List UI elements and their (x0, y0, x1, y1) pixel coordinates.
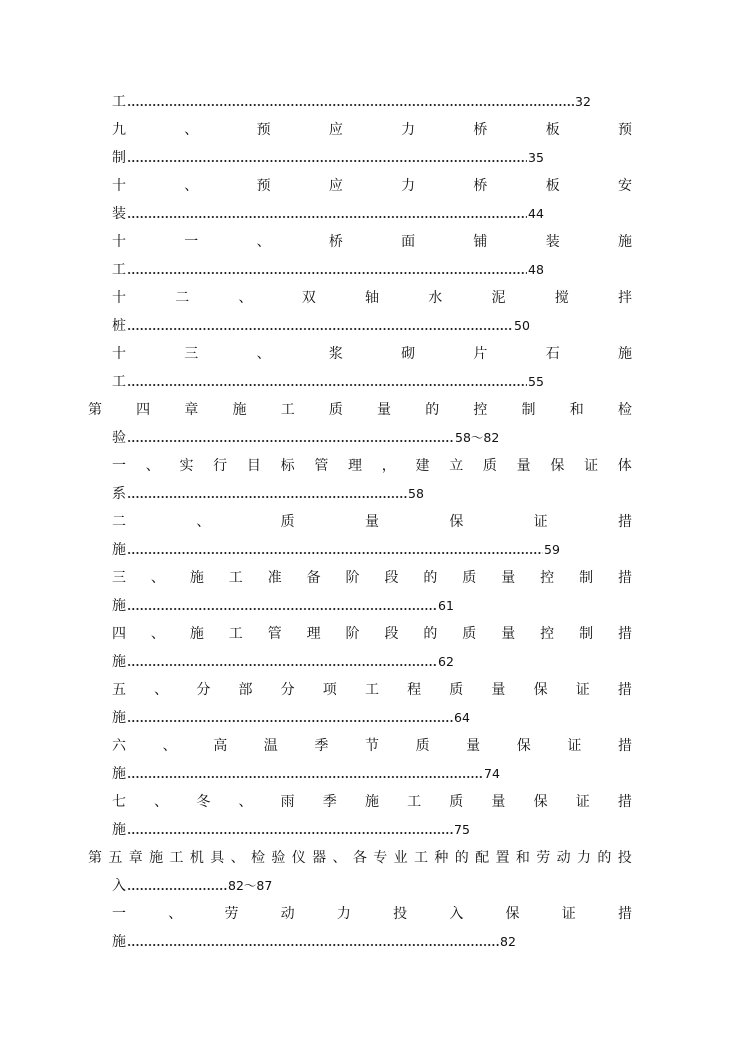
toc-title-char: 一 (184, 234, 199, 250)
toc-title-char: 、 (332, 850, 347, 866)
toc-title-char: 章 (128, 850, 143, 866)
toc-title-char: 工 (228, 570, 243, 586)
toc-entry-tail: 桩 (112, 318, 126, 334)
toc-title-char: 十 (112, 346, 126, 362)
toc-title-char: 预 (617, 122, 632, 138)
toc-title-char: 、 (168, 906, 183, 922)
toc-title-char: 、 (150, 626, 165, 642)
toc-title-char: 拌 (618, 290, 632, 306)
toc-title-char: 一 (112, 458, 126, 474)
toc-title-char: 控 (473, 402, 488, 418)
toc-title-char: 措 (617, 514, 632, 530)
toc-title-char: 章 (184, 402, 199, 418)
toc-title-char: 证 (584, 458, 599, 474)
toc-entry-leader[interactable] (112, 257, 744, 283)
toc-title-char: 施 (364, 794, 379, 810)
toc-title-char: 质 (482, 458, 497, 474)
toc-title-char: 九 (112, 122, 126, 138)
toc-page-number: 32 (575, 94, 591, 109)
toc-entry-leader[interactable] (112, 313, 744, 339)
toc-title-char: 准 (267, 570, 282, 586)
toc-title-char: 证 (533, 514, 548, 530)
toc-title-char: 建 (415, 458, 430, 474)
toc-title-char: 措 (617, 794, 632, 810)
toc-title-char: 保 (449, 514, 464, 530)
toc-title-char: 二 (175, 290, 190, 306)
dot-leader (127, 832, 453, 834)
toc-title-char: 温 (263, 738, 278, 754)
dot-leader (127, 272, 527, 274)
toc-title-char: 阶 (345, 626, 360, 642)
toc-entry-tail: 入 (112, 878, 126, 894)
toc-title-char: 动 (556, 850, 571, 866)
toc-entry-leader[interactable] (112, 481, 744, 507)
toc-title-char: 证 (561, 906, 576, 922)
toc-title-char: 施 (189, 626, 204, 642)
toc-title-char: 质 (280, 514, 295, 530)
dot-leader (127, 776, 483, 778)
toc-entry-title[interactable] (112, 229, 632, 255)
toc-title-char: 浆 (328, 346, 343, 362)
toc-title-char: 标 (280, 458, 295, 474)
toc-title-char: 一 (112, 906, 126, 922)
toc-title-char: 泥 (491, 290, 506, 306)
toc-title-char: 程 (407, 682, 422, 698)
toc-entry-title[interactable] (112, 733, 632, 759)
toc-page-number: 62 (438, 654, 454, 669)
toc-title-char: 措 (617, 682, 632, 698)
toc-title-char: 保 (505, 906, 520, 922)
toc-title-char: 二 (112, 514, 126, 530)
toc-title-char: 工 (228, 626, 243, 642)
toc-title-char: 体 (617, 458, 632, 474)
toc-title-char: 、 (154, 794, 169, 810)
toc-title-char: 预 (256, 122, 271, 138)
toc-title-char: 的 (425, 402, 440, 418)
toc-entry-leader[interactable] (112, 201, 744, 227)
toc-title-char: 制 (521, 402, 536, 418)
toc-title-char: 三 (184, 346, 199, 362)
toc-page-number: 61 (438, 598, 454, 613)
toc-title-char: 器 (312, 850, 327, 866)
toc-title-char: 量 (501, 570, 516, 586)
toc-entry-title[interactable] (112, 509, 632, 535)
toc-entry-leader[interactable] (112, 649, 744, 675)
toc-entry-title[interactable] (88, 845, 632, 871)
toc-entry-tail: 施 (112, 766, 126, 782)
toc-title-char: 保 (550, 458, 565, 474)
toc-title-char: 板 (545, 178, 560, 194)
dot-leader (127, 496, 407, 498)
toc-title-char: 保 (533, 794, 548, 810)
toc-title-char: 措 (617, 738, 632, 754)
toc-title-char: 分 (196, 682, 211, 698)
toc-title-char: 量 (491, 682, 506, 698)
toc-title-char: 板 (545, 122, 560, 138)
toc-title-char: 入 (449, 906, 464, 922)
toc-title-char: 分 (280, 682, 295, 698)
toc-entry-tail: 装 (112, 206, 126, 222)
toc-title-char: 置 (495, 850, 510, 866)
toc-entry-tail: 制 (112, 150, 126, 166)
toc-entry-title[interactable] (112, 565, 632, 591)
toc-entry-leader[interactable] (112, 425, 744, 451)
toc-title-char: 仪 (291, 850, 306, 866)
toc-title-char: 保 (533, 682, 548, 698)
toc-title-char: 、 (230, 850, 245, 866)
toc-title-char: 制 (579, 626, 594, 642)
toc-entry-title[interactable] (112, 285, 632, 311)
toc-title-char: 量 (516, 458, 531, 474)
toc-title-char: 的 (423, 570, 438, 586)
toc-title-char: 劳 (536, 850, 551, 866)
toc-title-char: 和 (515, 850, 530, 866)
toc-page-number: 55 (528, 374, 544, 389)
toc-title-char: 、 (196, 514, 211, 530)
toc-title-char: 应 (328, 122, 343, 138)
toc-title-char: 施 (149, 850, 164, 866)
toc-entry-leader[interactable] (112, 89, 744, 115)
toc-title-char: 五 (112, 682, 126, 698)
toc-title-char: 搅 (554, 290, 569, 306)
toc-entry-leader[interactable] (112, 537, 744, 563)
dot-leader (127, 608, 437, 610)
toc-title-char: 力 (577, 850, 591, 866)
toc-title-char: 安 (617, 178, 632, 194)
toc-entry-tail: 施 (112, 654, 126, 670)
toc-title-char: 、 (238, 794, 253, 810)
toc-title-char: 证 (567, 738, 582, 754)
toc-title-char: 、 (162, 738, 177, 754)
toc-title-char: 验 (271, 850, 286, 866)
toc-title-char: 量 (501, 626, 516, 642)
toc-title-char: 控 (540, 570, 555, 586)
toc-title-char: 四 (136, 402, 151, 418)
toc-title-char: 力 (401, 178, 416, 194)
toc-title-char: 桥 (328, 234, 343, 250)
toc-title-char: 六 (112, 738, 126, 754)
toc-title-char: 砌 (401, 346, 416, 362)
toc-title-char: 质 (328, 402, 343, 418)
toc-title-char: 预 (256, 178, 271, 194)
toc-title-char: 片 (473, 346, 488, 362)
toc-title-char: 质 (449, 682, 464, 698)
toc-title-char: 立 (449, 458, 464, 474)
toc-title-char: 三 (112, 570, 126, 586)
toc-title-char: 五 (108, 850, 123, 866)
toc-title-char: 施 (189, 570, 204, 586)
toc-title-char: 证 (575, 682, 590, 698)
toc-entry-leader[interactable] (112, 145, 744, 171)
toc-title-char: 桥 (473, 122, 488, 138)
toc-title-char: 的 (454, 850, 469, 866)
toc-entry-title[interactable] (112, 453, 632, 479)
toc-title-char: 四 (112, 626, 126, 642)
dot-leader (127, 664, 437, 666)
toc-title-char: 保 (516, 738, 531, 754)
toc-entry-title[interactable] (112, 901, 632, 927)
toc-entry-leader[interactable] (112, 369, 744, 395)
toc-title-char: 和 (569, 402, 584, 418)
toc-page-number: 59 (544, 542, 560, 557)
toc-title-char: 种 (434, 850, 449, 866)
toc-title-char: 雨 (280, 794, 295, 810)
dot-leader (127, 384, 527, 386)
toc-title-char: 、 (256, 346, 271, 362)
toc-title-char: 水 (428, 290, 443, 306)
toc-title-char: 劳 (224, 906, 239, 922)
toc-title-char: 工 (169, 850, 184, 866)
toc-title-char: 质 (415, 738, 430, 754)
toc-title-char: ， (381, 458, 396, 474)
toc-title-char: 高 (213, 738, 228, 754)
toc-entry-leader[interactable] (112, 593, 744, 619)
toc-title-char: 、 (145, 458, 160, 474)
toc-title-char: 第 (88, 850, 102, 866)
toc-title-char: 动 (280, 906, 295, 922)
toc-page-number: 82 (500, 934, 516, 949)
toc-title-char: 具 (210, 850, 225, 866)
toc-title-char: 检 (251, 850, 265, 866)
toc-title-char: 机 (189, 850, 204, 866)
toc-title-char: 装 (545, 234, 560, 250)
toc-title-char: 投 (393, 906, 408, 922)
toc-title-char: 段 (384, 626, 399, 642)
toc-title-char: 质 (462, 570, 477, 586)
toc-page-number: 35 (528, 150, 544, 165)
toc-title-char: 管 (314, 458, 329, 474)
toc-title-char: 冬 (196, 794, 211, 810)
dot-leader (127, 440, 454, 442)
toc-title-char: 证 (575, 794, 590, 810)
toc-title-char: 质 (462, 626, 477, 642)
toc-entry-tail: 工 (112, 94, 126, 110)
toc-title-char: 理 (348, 458, 363, 474)
toc-title-char: 制 (579, 570, 594, 586)
toc-title-char: 管 (267, 626, 282, 642)
toc-title-char: 量 (466, 738, 481, 754)
toc-title-char: 施 (617, 234, 632, 250)
toc-title-char: 十 (112, 178, 126, 194)
toc-entry-title[interactable] (112, 117, 632, 143)
toc-title-char: 措 (617, 626, 632, 642)
toc-page-number: 64 (454, 710, 470, 725)
toc-page-number: 44 (528, 206, 544, 221)
toc-entry-title[interactable] (112, 677, 632, 703)
toc-title-char: 行 (213, 458, 228, 474)
toc-title-char: 施 (232, 402, 247, 418)
toc-page-number: 58～82 (455, 430, 500, 445)
toc-title-char: 专 (373, 850, 388, 866)
toc-title-char: 十 (112, 234, 126, 250)
toc-title-char: 的 (423, 626, 438, 642)
toc-title-char: 应 (328, 178, 343, 194)
toc-title-char: 质 (449, 794, 464, 810)
toc-title-char: 面 (401, 234, 416, 250)
toc-entry-leader[interactable] (112, 873, 744, 899)
toc-entry-title[interactable] (112, 173, 632, 199)
toc-title-char: 量 (377, 402, 392, 418)
toc-title-char: 目 (246, 458, 261, 474)
toc-title-char: 施 (617, 346, 632, 362)
toc-title-char: 量 (364, 514, 379, 530)
toc-entry-tail: 施 (112, 598, 126, 614)
toc-title-char: 力 (401, 122, 416, 138)
toc-page-number: 48 (528, 262, 544, 277)
toc-entry-leader[interactable] (112, 929, 744, 955)
dot-leader (127, 720, 453, 722)
dot-leader (127, 328, 513, 330)
toc-title-char: 业 (393, 850, 408, 866)
toc-title-char: 轴 (365, 290, 379, 306)
toc-title-char: 、 (184, 122, 199, 138)
toc-title-char: 双 (301, 290, 316, 306)
toc-title-char: 铺 (473, 234, 488, 250)
toc-title-char: 工 (280, 402, 295, 418)
toc-title-char: 段 (384, 570, 399, 586)
toc-title-char: 工 (364, 682, 379, 698)
toc-entry-leader[interactable] (112, 705, 744, 731)
toc-title-char: 部 (238, 682, 253, 698)
toc-title-char: 、 (238, 290, 253, 306)
toc-title-char: 工 (407, 794, 422, 810)
toc-title-char: 工 (414, 850, 428, 866)
toc-title-char: 措 (617, 906, 632, 922)
toc-entry-tail: 施 (112, 542, 126, 558)
toc-entry-tail: 系 (112, 486, 126, 502)
toc-title-char: 季 (314, 738, 329, 754)
toc-title-char: 项 (322, 682, 337, 698)
toc-title-char: 、 (154, 682, 169, 698)
dot-leader (127, 104, 574, 106)
dot-leader (127, 216, 527, 218)
toc-entry-leader[interactable] (112, 761, 744, 787)
toc-entry-title[interactable] (112, 341, 632, 367)
toc-title-char: 、 (184, 178, 199, 194)
toc-page-number: 75 (454, 822, 470, 837)
toc-title-char: 、 (256, 234, 271, 250)
toc-title-char: 阶 (345, 570, 360, 586)
toc-entry-leader[interactable] (112, 817, 744, 843)
toc-title-char: 控 (540, 626, 555, 642)
toc-title-char: 理 (306, 626, 321, 642)
toc-title-char: 配 (475, 850, 490, 866)
toc-title-char: 十 (112, 290, 126, 306)
toc-title-char: 检 (617, 402, 632, 418)
dot-leader (127, 160, 527, 162)
toc-title-char: 措 (617, 570, 632, 586)
toc-title-char: 投 (617, 850, 632, 866)
toc-entry-tail: 验 (112, 430, 126, 446)
toc-page-number: 50 (514, 318, 530, 333)
toc-entry-tail: 工 (112, 262, 126, 278)
toc-title-char: 节 (364, 738, 379, 754)
toc-title-char: 备 (306, 570, 321, 586)
toc-entry-tail: 施 (112, 934, 126, 950)
toc-title-char: 石 (545, 346, 560, 362)
toc-page-number: 58 (408, 486, 424, 501)
toc-title-char: 七 (112, 794, 126, 810)
toc-entry-tail: 施 (112, 710, 126, 726)
toc-title-char: 第 (88, 402, 102, 418)
toc-title-char: 的 (597, 850, 612, 866)
dot-leader (127, 552, 543, 554)
dot-leader (127, 944, 499, 946)
toc-title-char: 季 (322, 794, 337, 810)
toc-entry-title[interactable] (88, 397, 632, 423)
toc-title-char: 桥 (473, 178, 488, 194)
toc-entry-title[interactable] (112, 621, 632, 647)
toc-page-number: 74 (484, 766, 500, 781)
toc-title-char: 力 (336, 906, 351, 922)
toc-title-char: 量 (491, 794, 506, 810)
toc-page-number: 82～87 (228, 878, 273, 893)
toc-title-char: 、 (150, 570, 165, 586)
toc-entry-tail: 施 (112, 822, 126, 838)
dot-leader (127, 888, 227, 890)
toc-entry-tail: 工 (112, 374, 126, 390)
toc-title-char: 各 (352, 850, 367, 866)
toc-title-char: 实 (179, 458, 194, 474)
toc-entry-title[interactable] (112, 789, 632, 815)
